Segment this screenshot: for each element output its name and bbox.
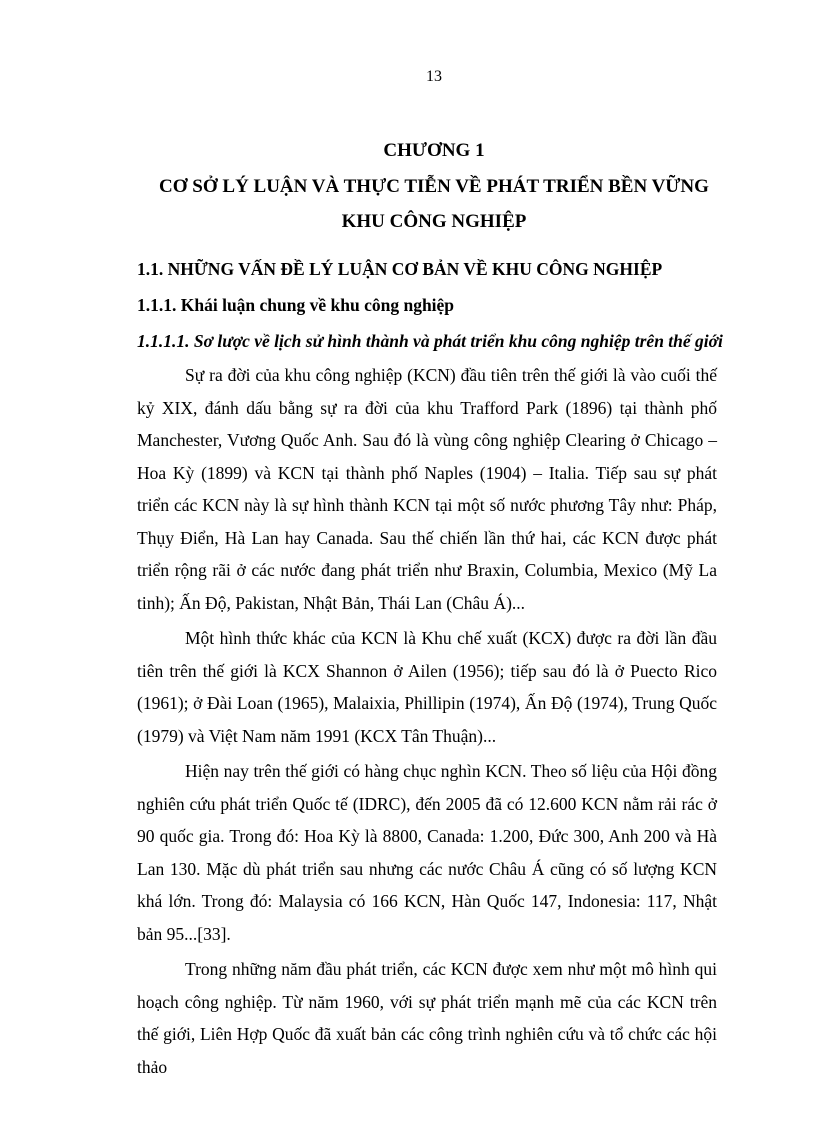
chapter-title-line-2: KHU CÔNG NGHIỆP — [341, 211, 527, 232]
page-number: 13 — [426, 68, 442, 85]
section-heading-1-1-1-1: 1.1.1.1. Sơ lược về lịch sử hình thành và phát triển khu công nghiệp trên thế giới — [137, 331, 723, 351]
body-paragraph: Sự ra đời của khu công nghiệp (KCN) đầu tiên trên thế giới là vào cuối thế kỷ XIX, đánh dấu bằng sự ra đời của khu Trafford Park (1896) tại thành phố Manchester, Vương Quốc Anh. Sau đó là vùng công nghiệp Clearing ở Chicago – Hoa Kỳ (1899) và KCN tại thành phố Naples (1904) – Italia. Tiếp sau sự phát triển các KCN này là sự hình thành KCN tại một số nước phương Tây như: Pháp, Thụy Điển, Hà Lan hay Canada. Sau thế chiến lần thứ hai, các KCN được phát triển rộng rãi ở các nước đang phát triển như Braxin, Columbia, Mexico (Mỹ La tinh); Ấn Độ, Pakistan, Nhật Bản, Thái Lan (Châu Á)... — [137, 365, 717, 613]
section-heading-1-1: 1.1. NHỮNG VẤN ĐỀ LÝ LUẬN CƠ BẢN VỀ KHU CÔNG NGHIỆP — [137, 259, 663, 279]
body-paragraph: Hiện nay trên thế giới có hàng chục nghìn KCN. Theo số liệu của Hội đồng nghiên cứu phát triển Quốc tế (IDRC), đến 2005 đã có 12.600 KCN nằm rải rác ở 90 quốc gia. Trong đó: Hoa Kỳ là 8800, Canada: 1.200, Đức 300, Anh 200 và Hà Lan 130. Mặc dù phát triển sau nhưng các nước Châu Á cũng có số lượng KCN khá lớn. Trong đó: Malaysia có 166 KCN, Hàn Quốc 147, Indonesia: 117, Nhật bản 95...[33]. — [137, 761, 717, 944]
page-content — [137, 133, 723, 1086]
section-heading-1-1-1: 1.1.1. Khái luận chung về khu công nghiệp — [137, 295, 455, 315]
body-paragraph: Trong những năm đầu phát triển, các KCN được xem như một mô hình qui hoạch công nghiệp. Từ năm 1960, với sự phát triển mạnh mẽ của các KCN trên thế giới, Liên Hợp Quốc đã xuất bản các công trình nghiên cứu và tổ chức các hội thảo — [137, 959, 717, 1077]
body-paragraph: Một hình thức khác của KCN là Khu chế xuất (KCX) được ra đời lần đầu tiên trên thế giới là KCX Shannon ở Ailen (1956); tiếp sau đó là ở Puecto Rico (1961); ở Đài Loan (1965), Malaixia, Phillipin (1974), Ấn Độ (1974), Trung Quốc (1979) và Việt Nam năm 1991 (KCX Tân Thuận)... — [137, 628, 717, 746]
chapter-title-line-1: CƠ SỞ LÝ LUẬN VÀ THỰC TIỄN VỀ PHÁT TRIỂN BỀN VỮNG — [159, 176, 709, 197]
chapter-label: CHƯƠNG 1 — [383, 140, 485, 161]
